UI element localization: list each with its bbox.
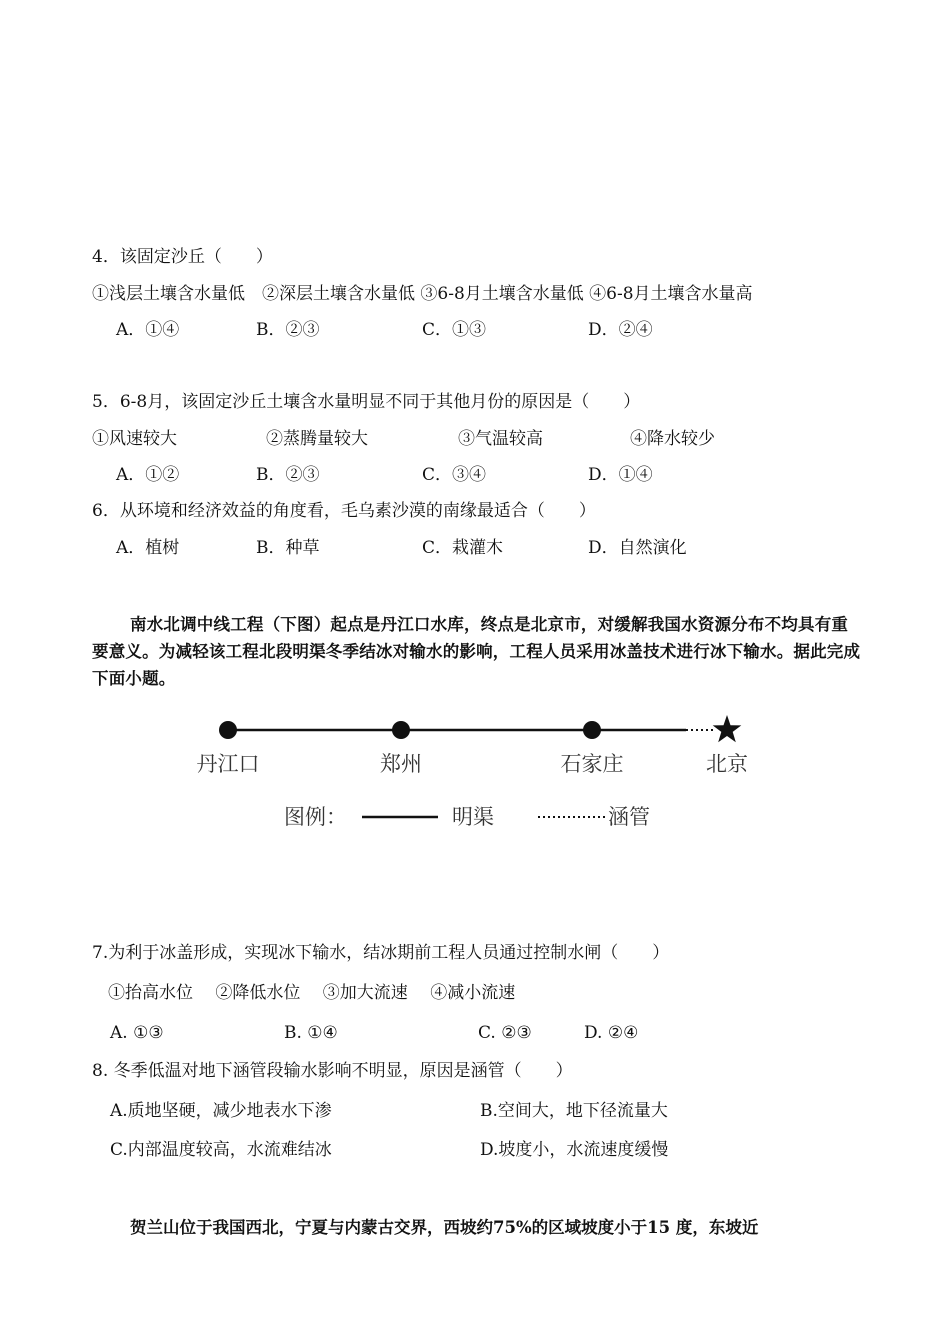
q4-stem: 4．该固定沙丘（ ）: [92, 247, 273, 267]
q4-option-a: A．①④: [116, 320, 180, 340]
station-dot-danjiangkou: [219, 721, 237, 739]
passage-helan-mountain: 贺兰山位于我国西北，宁夏与内蒙古交界，西坡约75%的区域坡度小于15 度，东坡近: [130, 1218, 759, 1237]
station-label-shijiazhuang: 石家庄: [560, 752, 624, 776]
q5-statement-3: ③气温较高: [458, 429, 543, 449]
q5-stem: 5．6-8月，该固定沙丘土壤含水量明显不同于其他月份的原因是（ ）: [92, 392, 641, 412]
q8-option-b: B.空间大，地下径流量大: [480, 1101, 668, 1121]
q8-option-a: A.质地坚硬，减少地表水下渗: [110, 1101, 332, 1121]
q4-statements: ①浅层土壤含水量低 ②深层土壤含水量低 ③6-8月土壤含水量低 ④6-8月土壤含水量高: [92, 284, 753, 304]
q7-option-b: B. ①④: [284, 1023, 338, 1043]
q6-stem: 6．从环境和经济效益的角度看，毛乌素沙漠的南缘最适合（ ）: [92, 501, 596, 521]
q5-option-c: C．③④: [422, 465, 487, 485]
q7-option-d: D. ②④: [584, 1023, 639, 1043]
station-dot-shijiazhuang: [583, 721, 601, 739]
q8-option-d: D.坡度小，水流速度缓慢: [480, 1140, 669, 1160]
q4-option-b: B．②③: [256, 320, 320, 340]
q5-statement-4: ④降水较少: [630, 429, 715, 449]
star-icon: [713, 715, 742, 742]
q5-statement-2: ②蒸腾量较大: [266, 429, 368, 449]
water-route-diagram: [180, 706, 780, 846]
legend-title: 图例：: [284, 805, 347, 829]
legend-solid-label: 明渠: [452, 805, 494, 829]
legend-dotted-label: 涵管: [608, 805, 650, 829]
q6-option-a: A．植树: [116, 538, 180, 558]
station-label-beijing: 北京: [706, 752, 748, 776]
q6-option-b: B．种草: [256, 538, 320, 558]
q4-option-c: C．①③: [422, 320, 487, 340]
q8-stem: 8. 冬季低温对地下涵管段输水影响不明显，原因是涵管（ ）: [92, 1061, 573, 1081]
q5-option-d: D．①④: [588, 465, 653, 485]
q5-statement-1: ①风速较大: [92, 429, 177, 449]
passage-south-north-water: 南水北调中线工程（下图）起点是丹江口水库，终点是北京市，对缓解我国水资源分布不均具有重要意义。为减轻该工程北段明渠冬季结冰对输水的影响，工程人员采用冰盖技术进行冰下输水。据此完成下面小题。: [92, 615, 861, 688]
q5-option-b: B．②③: [256, 465, 320, 485]
q6-option-d: D．自然演化: [588, 538, 687, 558]
q4-option-d: D．②④: [588, 320, 653, 340]
q7-statements: ①抬高水位 ②降低水位 ③加大流速 ④减小流速: [108, 983, 516, 1003]
station-label-zhengzhou: 郑州: [380, 752, 422, 776]
station-dot-zhengzhou: [392, 721, 410, 739]
q7-option-a: A. ①③: [110, 1023, 164, 1043]
q7-option-c: C. ②③: [478, 1023, 532, 1043]
q6-option-c: C．栽灌木: [422, 538, 504, 558]
q7-stem: 7.为利于冰盖形成，实现冰下输水，结冰期前工程人员通过控制水闸（ ）: [92, 943, 670, 963]
q5-option-a: A．①②: [116, 465, 180, 485]
station-label-danjiangkou: 丹江口: [196, 752, 260, 776]
q8-option-c: C.内部温度较高，水流难结冰: [110, 1140, 332, 1160]
